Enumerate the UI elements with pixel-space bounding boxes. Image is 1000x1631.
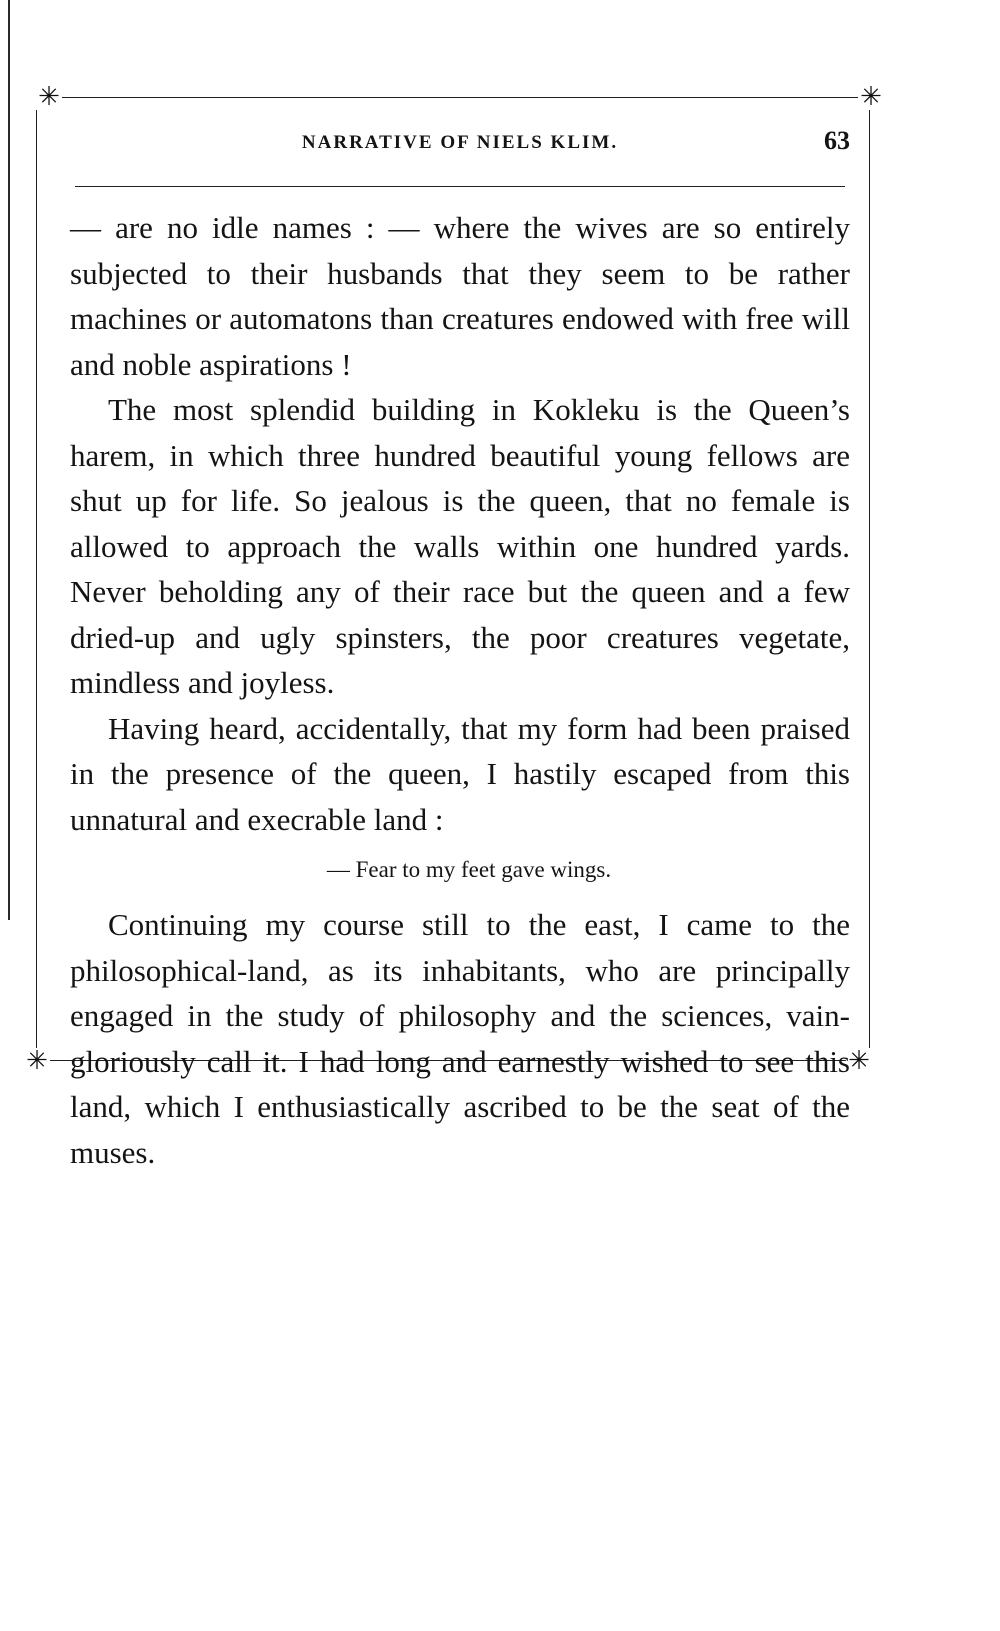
page-edge-line: [8, 0, 10, 920]
corner-ornament-bottom-right: ✳: [846, 1048, 872, 1074]
quotation: — Fear to my feet gave wings.: [326, 857, 612, 882]
paragraph-1: — are no idle names : — where the wives are so entirely subjected to their husbands that they seem to be rather machines or automatons than creatures endowed with free will and noble aspirations !: [70, 210, 850, 382]
paragraph-3: Having heard, accidentally, that my form had been praised in the presence of the queen, I hastily escaped from this unnatural and execrable land :: [70, 710, 850, 837]
corner-ornament-top-left: ✳: [36, 84, 62, 110]
corner-ornament-top-right: ✳: [858, 84, 884, 110]
body-text: [70, 205, 850, 1175]
corner-ornament-bottom-left: ✳: [24, 1048, 50, 1074]
running-head: [70, 126, 850, 162]
header-rule: [75, 186, 845, 187]
running-title: NARRATIVE OF NIELS KLIM.: [301, 132, 619, 153]
page-number: 63: [824, 126, 850, 155]
paragraph-4: Continuing my course still to the east, I came to the philosophical-land, as its inhabitants, who are principally engaged in the study of philosophy and the sciences, vain-gloriously call it. I had long and earnestly wished to see this land, which I enthusiastically ascribed to be the seat of the muses.: [70, 907, 850, 1170]
paragraph-2: The most splendid building in Kokleku is the Queen’s harem, in which three hundred beautiful young fellows are shut up for life. So jealous is the queen, that no female is allowed to approach the walls within one hundred yards. Never beholding any of their race but the queen and a few dried-up and ugly spinsters, the poor creatures vegetate, mindless and joyless.: [70, 392, 850, 700]
